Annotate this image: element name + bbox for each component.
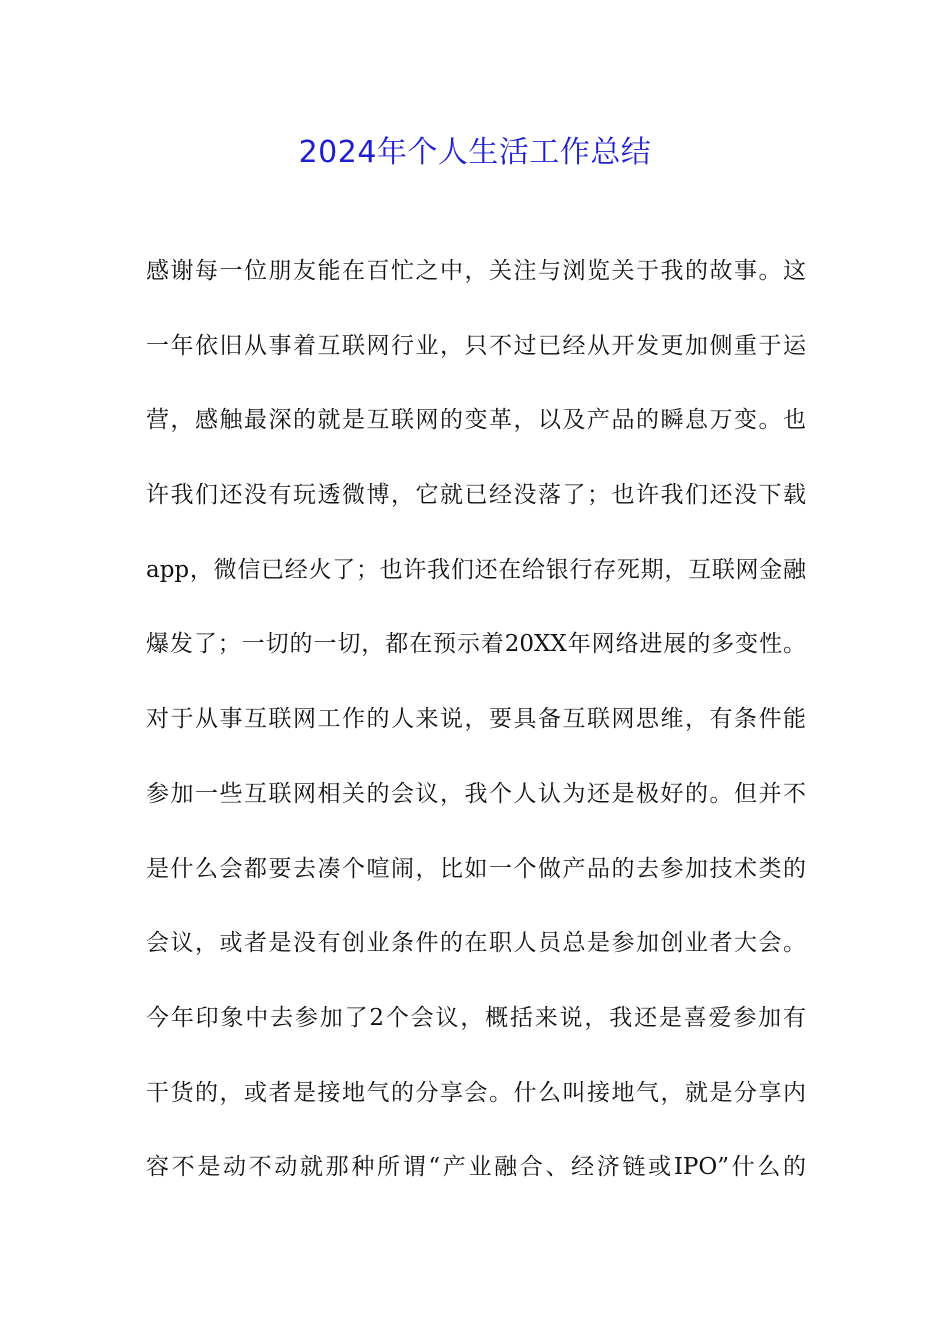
body-line: 容不是动不动就那种所谓“产业融合、经济链或IPO”什么的 [146, 1154, 806, 1181]
document-title: 2024年个人生活工作总结 [298, 135, 652, 170]
body-line: 一年依旧从事着互联网行业，只不过已经从开发更加侧重于运 [146, 332, 806, 359]
body-line: 是什么会都要去凑个喧闹，比如一个做产品的去参加技术类的 [146, 855, 806, 882]
body-line: app，微信已经火了；也许我们还在给银行存死期，互联网金融 [146, 556, 806, 583]
body-line: 爆发了；一切的一切，都在预示着20XX年网络进展的多变性。 [146, 631, 806, 658]
body-line: 参加一些互联网相关的会议，我个人认为还是极好的。但并不 [146, 780, 806, 807]
body-line: 对于从事互联网工作的人来说，要具备互联网思维，有条件能 [146, 706, 806, 733]
body-line: 感谢每一位朋友能在百忙之中，关注与浏览关于我的故事。这 [146, 258, 806, 284]
body-line: 干货的，或者是接地气的分享会。什么叫接地气，就是分享内 [146, 1079, 806, 1106]
body-line: 许我们还没有玩透微博，它就已经没落了；也许我们还没下载 [146, 482, 806, 509]
body-line: 今年印象中去参加了2个会议，概括来说，我还是喜爱参加有 [146, 1004, 806, 1031]
body-line: 营，感触最深的就是互联网的变革，以及产品的瞬息万变。也 [146, 407, 806, 434]
body-line: 会议，或者是没有创业条件的在职人员总是参加创业者大会。 [146, 930, 806, 957]
document-body [146, 234, 806, 1205]
